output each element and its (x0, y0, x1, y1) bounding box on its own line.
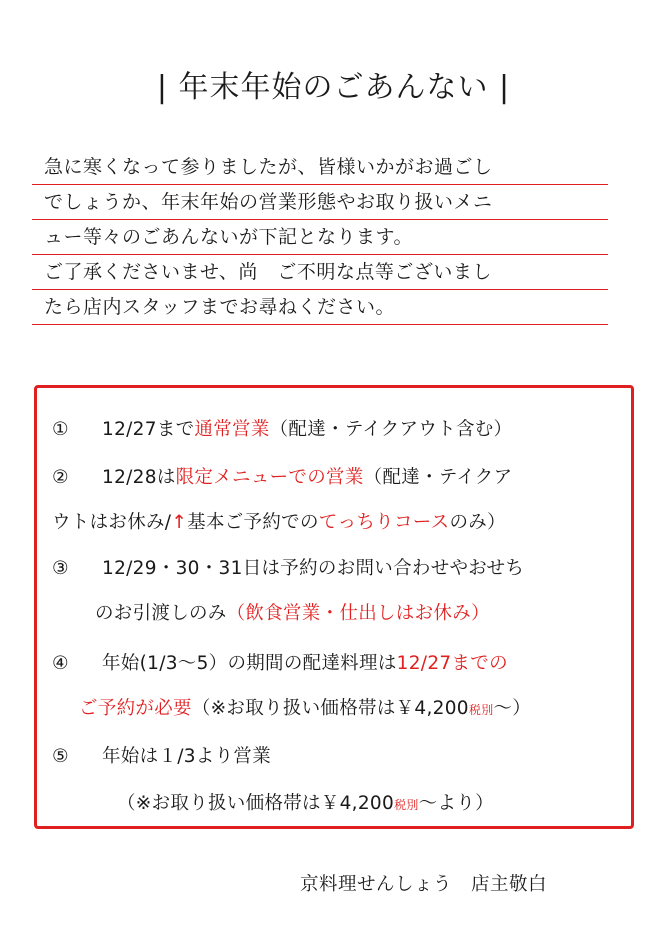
item-text: のみ） (449, 512, 506, 533)
tax-note: 税別 (468, 703, 494, 717)
item-text: （※お取り扱い価格帯は￥4,200 (191, 698, 469, 719)
item-number: ① (52, 419, 69, 440)
item-date: 12/28は (102, 467, 176, 488)
notice-box (34, 385, 634, 829)
intro-line: 急に寒くなって参りましたが、皆様いかがお過ごし (32, 150, 608, 185)
item-highlight: 12/27までの (396, 653, 508, 674)
intro-line: ご了承くださいませ、尚 ご不明な点等ございまし (32, 255, 608, 290)
item-highlight: てっちりコース (318, 512, 450, 533)
notice-item-4-continued (79, 695, 531, 724)
item-highlight: 限定メニューでの営業 (175, 467, 364, 488)
item-number: ⑤ (52, 746, 69, 767)
notice-item-3-continued (95, 600, 490, 628)
up-arrow-icon: ↑ (171, 512, 188, 533)
item-text: ～より） (418, 793, 494, 814)
intro-line: ュー等々のごあんないが下記となります。 (32, 220, 608, 255)
notice-item-3 (52, 555, 524, 583)
notice-item-2 (52, 464, 512, 492)
notice-item-2-continued (52, 509, 506, 537)
signature: 京料理せんしょう 店主敬白 (300, 874, 548, 895)
item-note: （配達・テイクア (363, 467, 513, 488)
tax-note: 税別 (394, 798, 419, 812)
item-text: 年始は１/3より営業 (102, 746, 272, 767)
item-number: ③ (52, 558, 69, 579)
item-highlight: 通常営業 (194, 419, 270, 440)
item-text: ウトはお休み/ (52, 512, 172, 533)
item-text: 年始(1/3～5）の期間の配達料理は (102, 653, 397, 674)
page-title: | 年末年始のごあんない | (156, 70, 511, 105)
item-text: （※お取り扱い価格帯は￥4,200 (117, 793, 395, 814)
item-highlight: （飲食営業・仕出しはお休み） (226, 603, 490, 624)
item-date: 12/27まで (102, 419, 195, 440)
notice-item-5-continued (117, 790, 494, 819)
notice-item-4 (52, 650, 508, 678)
item-highlight: ご予約が必要 (79, 698, 192, 719)
intro-line: たら店内スタッフまでお尋ねください。 (32, 290, 608, 325)
item-number: ② (52, 467, 69, 488)
item-text: のお引渡しのみ (95, 603, 227, 624)
item-text: 基本ご予約での (187, 512, 319, 533)
intro-paragraph (32, 150, 608, 325)
item-text: 12/29・30・31日は予約のお問い合わせやおせち (102, 558, 525, 579)
notice-item-1 (52, 416, 512, 444)
notice-item-5 (52, 743, 271, 771)
intro-line: でしょうか、年末年始の営業形態やお取り扱いメニ (32, 185, 608, 220)
item-number: ④ (52, 653, 69, 674)
item-note: （配達・テイクアウト含む） (269, 419, 513, 440)
item-text: ～） (493, 698, 532, 719)
